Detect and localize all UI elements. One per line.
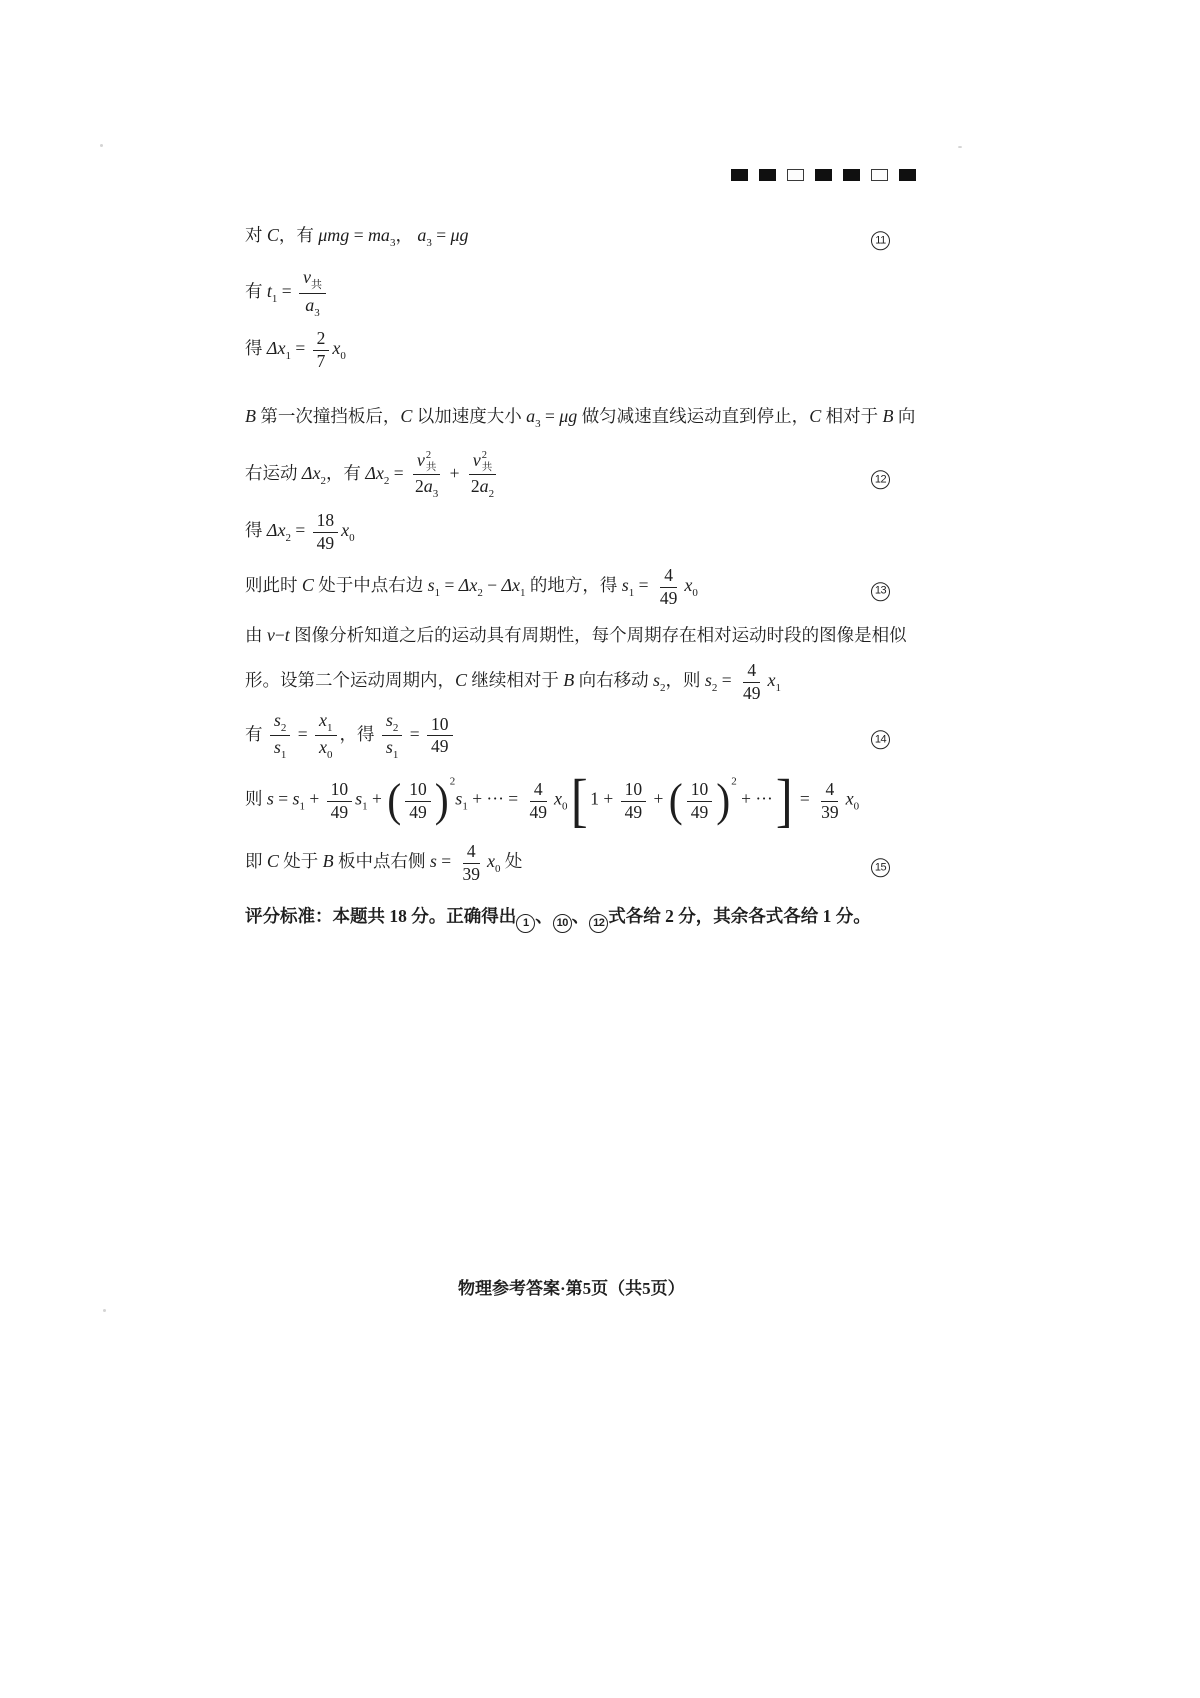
text-run: − [482,574,502,595]
text-run: 继续相对于 [467,669,564,690]
fraction-numerator [270,709,291,737]
text-run: 49 [409,801,427,822]
fraction-denominator [405,802,431,824]
math-variable: s [621,574,629,595]
text-run: ， [395,225,418,245]
subscript: 2 [280,721,287,734]
filled-square-mark [843,169,860,181]
fraction-numerator [405,779,431,802]
text-run: = [795,788,815,809]
fraction-numerator [313,510,339,533]
text-run: 4 [825,778,835,799]
math-variable: a [305,294,315,315]
fraction [459,841,485,886]
fraction [739,660,765,705]
text-run: = [273,788,293,809]
circled-number: 12 [871,470,890,489]
text-run: 49 [316,532,335,553]
equation-number [871,850,890,877]
math-variable: x [319,737,328,758]
fraction-numerator [313,328,330,351]
text-run: ，有 [278,225,319,245]
superscript: 2 [731,775,737,788]
text-run: 18 [316,510,335,531]
fraction-numerator [413,449,441,475]
text-run: 以加速度大小 [412,406,527,427]
subscript: 0 [327,749,333,762]
equation-number [871,722,890,749]
formula-line-step-14 [245,709,890,764]
fraction-numerator [687,779,713,802]
subscript: 2 [392,721,399,734]
fraction [270,709,291,764]
fraction-numerator [660,565,677,588]
sup-sub-stack [482,450,493,474]
text-run: 向 [893,406,916,427]
big-bracket: ] [775,768,793,834]
scan-speck [100,144,103,147]
subscript: 3 [432,488,439,501]
filled-square-mark [899,169,916,181]
math-variable: s [455,788,463,809]
subscript: 2 [383,475,390,488]
fraction-denominator [817,802,843,824]
subscript: 2 [285,532,291,545]
text-run: = [717,669,737,690]
math-variable: Δx [458,574,478,595]
text-run: 1 + [590,788,618,809]
big-paren: ) [434,775,449,827]
fraction [817,779,843,824]
fraction-denominator [621,802,647,824]
math-variable: C [400,406,413,427]
text-run: 49 [743,682,761,703]
fraction-denominator [459,864,485,886]
text-run: 10 [330,778,349,799]
math-variable: Δx [266,338,286,359]
fraction [382,709,403,764]
text-run: = [293,723,313,744]
text-run: = [431,225,451,245]
text-run: 10 [431,713,449,734]
math-variable: x [684,574,693,595]
subscript: 0 [349,532,355,545]
math-variable: x [767,669,776,690]
fraction-denominator [315,736,337,763]
text-run: 则 [245,788,267,809]
big-paren: ( [668,775,683,827]
subscript: 2 [477,586,483,599]
text-run: 处于 [278,851,323,872]
subscript: 1 [434,586,441,599]
math-variable: x [332,338,341,359]
text-run: 4 [664,564,674,585]
subscript: 3 [535,418,541,431]
math-variable: v [416,450,425,471]
fraction-denominator [687,802,713,824]
fraction-denominator [327,802,353,824]
subscript: 2 [711,681,718,694]
page-footer: 物理参考答案·第5页（共5页） [458,1279,685,1298]
fraction-denominator [739,683,765,705]
text-run: 49 [330,801,349,822]
outline-square-mark [787,169,804,181]
circled-number: 1 [516,914,535,933]
superscript: 2 [449,775,456,788]
filled-square-mark [759,169,776,181]
text-run: 则此时 [245,574,302,595]
circled-number: 15 [871,858,890,877]
math-variable: s [385,737,393,758]
subscript: 1 [280,749,287,762]
math-variable: v [472,450,481,471]
fraction-denominator [270,736,291,763]
math-variable: B [563,669,575,690]
fraction [411,449,442,502]
fraction [526,779,552,824]
text-run: 有 [245,723,267,744]
fraction-denominator [411,475,442,502]
big-bracket: [ [570,768,588,834]
math-variable: B [322,851,334,872]
text-run: 得 [245,338,267,359]
fraction-denominator [467,475,498,502]
text-run: 7 [316,351,326,372]
formula-line-para-collision [245,403,916,433]
text-run: 10 [690,778,709,799]
math-variable: a [423,476,433,497]
math-variable: μmg [318,225,350,245]
text-run: = [405,723,425,744]
fraction [313,328,330,373]
subscript: 1 [271,292,278,305]
text-run: + ··· = [467,788,523,809]
subscript: 2 [660,681,666,694]
math-variable: μg [559,406,578,427]
math-variable: B [245,406,256,427]
text-run: 39 [821,801,839,822]
subscript: 3 [426,237,432,249]
text-run: = [436,851,456,872]
text-run: 图像分析知道之后的运动具有周期性，每个周期存在相对运动时段的图像是相似 [289,624,907,645]
formula-line-step-series [245,768,890,834]
equation-number [871,462,890,489]
registration-marks [731,169,916,181]
text-run: = [440,574,459,595]
circled-number: 13 [871,582,890,601]
math-variable: C [455,669,468,690]
text-run: 49 [431,736,449,757]
math-variable: s [273,709,281,730]
text-run: 10 [409,778,427,799]
math-variable: x [487,851,496,872]
fraction [315,709,337,764]
text-run: 4 [533,778,543,799]
text-run: = [634,574,653,595]
big-paren: ) [716,775,731,827]
subscript: 2 [320,475,326,488]
text-run: 2 [470,476,480,497]
fraction-numerator [315,709,337,737]
text-run: 49 [659,587,678,608]
text-run: ，得 [339,723,379,744]
circled-number: 14 [871,731,890,750]
math-variable: x [319,709,328,730]
math-variable: s [653,669,661,690]
math-variable: v [303,266,312,287]
fraction-denominator [301,294,324,321]
fraction-numerator [327,779,353,802]
subscript: 1 [775,681,782,694]
text-run: = [290,338,310,359]
text-run: = [277,280,297,301]
formula-line-para-periodic-2 [245,660,890,705]
fraction [427,714,453,759]
math-variable: C [266,225,279,245]
fraction [467,449,498,502]
text-run: = [540,406,560,427]
fraction-numerator [463,841,480,864]
fraction [687,779,713,824]
text-run: 右运动 [245,463,302,484]
text-run: 对 [245,225,267,245]
subscript: 1 [285,350,291,363]
subscript: 1 [327,721,333,734]
text-run: 4 [466,841,476,862]
subscript: 1 [362,800,368,813]
formula-line-step-15 [245,841,890,886]
fraction-denominator [313,351,330,373]
subscript: 共 [311,278,323,291]
fraction [327,779,353,824]
fraction-numerator [469,449,497,475]
text-run: 2 [316,328,326,349]
subscript: 共 [425,462,437,474]
fraction [621,779,647,824]
math-variable: x [845,788,854,809]
text-run: 做匀减速直线运动直到停止， [577,406,810,427]
fraction-numerator [382,709,403,737]
text-run: + [367,788,387,809]
math-variable: a [526,406,536,427]
math-variable: s [355,788,363,809]
text-run: + [445,463,464,484]
math-variable: t [266,280,272,301]
text-run: = [389,463,408,484]
text-run: ，则 [665,669,705,690]
sup-sub-stack [426,450,437,474]
text-run: 评分标准：本题共 18 分。正确得出 [245,905,517,926]
math-variable: ma [367,225,390,245]
math-variable: s [266,788,274,809]
fraction [313,510,339,555]
math-variable: s [704,669,712,690]
text-run: 10 [624,778,643,799]
text-run: ，有 [325,463,366,484]
math-variable: v [266,624,275,645]
text-run: + ··· [736,788,773,809]
text-run: = [349,225,368,245]
math-variable: Δx [301,463,321,484]
scan-speck [103,1309,106,1312]
subscript: 1 [392,749,399,762]
fraction-denominator [313,533,339,555]
outline-square-mark [871,169,888,181]
answer-content [245,222,916,933]
text-run: 得 [245,520,267,541]
text-run: 49 [529,801,548,822]
equation-number [871,223,890,250]
formula-line-step-t1 [245,266,890,321]
subscript: 3 [389,237,396,249]
fraction-numerator [821,779,838,802]
subscript: 3 [314,306,320,319]
math-variable: x [341,520,350,541]
text-run: 、 [571,905,590,926]
math-variable: B [882,406,894,427]
text-run: + [649,788,668,809]
math-variable: μg [450,225,469,245]
fraction-denominator [382,736,403,763]
math-variable: Δx [365,463,384,484]
text-run: 由 [245,624,267,645]
math-variable: a [479,476,489,497]
text-run: − [274,624,285,645]
text-run: 处于中点右边 [313,574,428,595]
big-paren: ( [387,775,402,827]
formula-line-para-periodic-1 [245,622,907,648]
circled-number: 12 [589,914,608,933]
text-run: 即 [245,851,267,872]
fraction-denominator [526,802,552,824]
math-variable: C [301,574,314,595]
fraction-numerator [621,779,647,802]
math-variable: C [266,851,279,872]
subscript: 0 [495,863,501,876]
math-variable: s [385,709,393,730]
fraction-numerator [530,779,547,802]
subscript: 0 [340,350,346,363]
subscript: 0 [692,586,698,599]
math-variable: s [273,737,281,758]
text-run: 49 [624,801,643,822]
fraction-numerator [299,266,326,294]
math-variable: t [284,624,290,645]
fraction-numerator [427,714,453,737]
fraction [299,266,326,321]
fraction-numerator [743,660,760,683]
text-run: 向右移动 [574,669,654,690]
text-run: 49 [690,801,709,822]
math-variable: Δx [501,574,521,595]
subscript: 1 [628,586,635,599]
text-run: 板中点右侧 [333,851,430,872]
fraction [656,565,682,610]
scan-speck [958,146,962,148]
math-variable: x [554,788,563,809]
circled-number: 10 [553,914,572,933]
filled-square-mark [731,169,748,181]
text-run: + [305,788,324,809]
filled-square-mark [815,169,832,181]
formula-line-step-11 [245,222,890,252]
subscript: 1 [462,800,468,813]
superscript: 2 [425,450,432,462]
subscript: 2 [488,488,495,501]
text-run: = [290,520,310,541]
superscript: 2 [481,450,487,462]
text-run: 的地方，得 [525,574,622,595]
formula-line-step-dx2 [245,510,890,555]
text-run: 2 [415,476,424,497]
subscript: 共 [481,462,493,474]
subscript: 0 [562,800,568,813]
formula-line-scoring [245,904,890,933]
text-run: 、 [535,905,553,926]
text-run: 4 [747,659,757,680]
formula-line-step-dx1 [245,328,890,373]
circled-number: 11 [871,232,890,251]
subscript: 1 [299,800,306,813]
formula-line-step-12 [245,449,890,502]
fraction-denominator [427,736,453,758]
math-variable: s [292,788,300,809]
subscript: 0 [853,800,860,813]
math-variable: a [417,225,427,245]
text-run: 有 [245,280,267,301]
text-run: 处 [500,851,523,872]
text-run: 形。设第二个运动周期内， [245,669,455,690]
text-run: 式各给 2 分，其余各式各给 1 分。 [608,905,871,926]
math-variable: C [809,406,822,427]
text-run: 39 [462,864,481,885]
subscript: 1 [520,586,526,599]
text-run: 第一次撞挡板后， [256,406,401,427]
equation-number [871,573,890,600]
math-variable: s [427,574,435,595]
formula-line-step-13 [245,565,890,610]
fraction-denominator [656,588,682,610]
text-run: 相对于 [821,406,883,427]
math-variable: s [429,851,437,872]
fraction [405,779,431,824]
math-variable: Δx [266,520,286,541]
